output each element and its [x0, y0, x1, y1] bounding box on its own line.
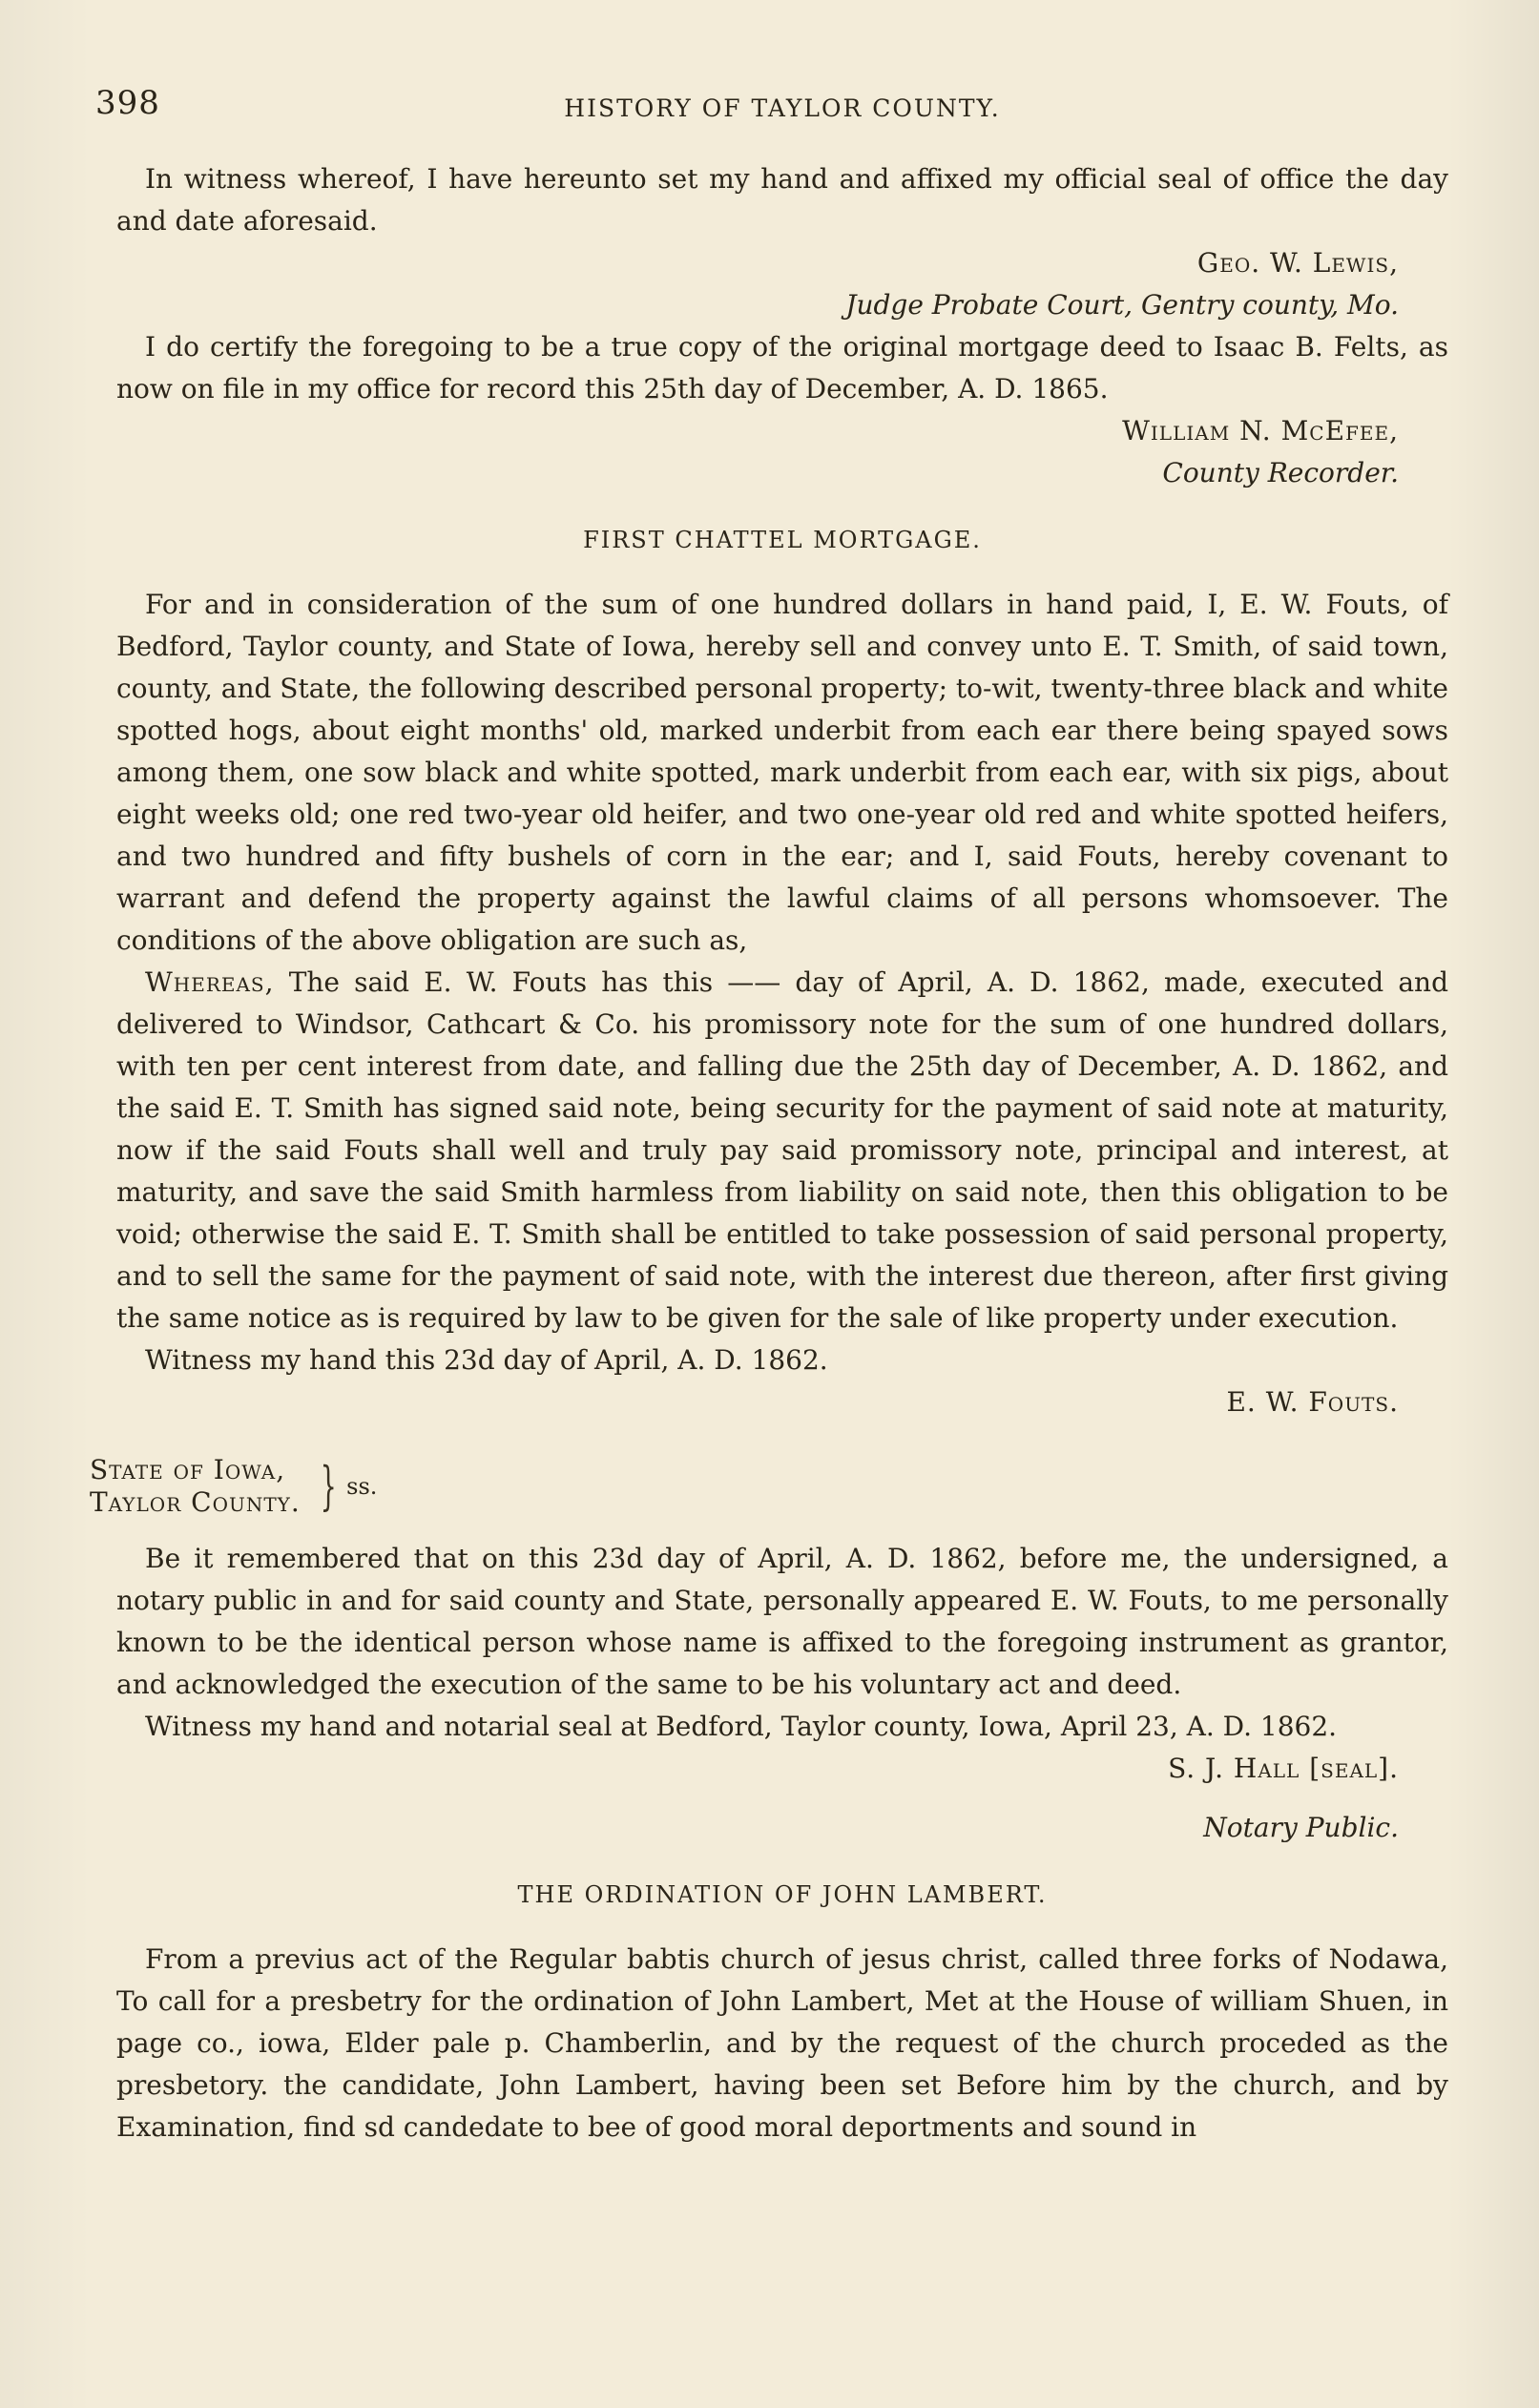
- page-number: 398: [95, 84, 160, 122]
- certify-paragraph: I do certify the foregoing to be a true copy of the original mortgage deed to Isaac B. Felts, as now on file in my office for record this 25th day of December, A. D. 1865.: [116, 331, 1448, 405]
- chattel-paragraph: For and in consideration of the sum of one hundred dollars in hand paid, I, E. W. Fouts, of Bedford, Taylor county, and State of Iowa, hereby sell and convey unto E. T. Smith, of said town, county, and State, the following described personal property; to-wit, twenty-three black and white spotted hogs, about eight months' old, marked underbit from each ear there being spayed sows among them, one sow black and white spotted, mark underbit from each ear, with six pigs, about eight weeks old; one red two-year old heifer, and two one-year old red and white spotted heifers, and two hundred and fifty bushels of corn in the ear; and I, said Fouts, hereby covenant to warrant and defend the property against the lawful claims of all persons whomsoever. The conditions of the above obligation are such as,: [116, 589, 1448, 956]
- signature-fouts: E. W. Fouts.: [1226, 1386, 1399, 1418]
- whereas-word: Whereas,: [145, 966, 275, 998]
- ordination-paragraph: From a previus act of the Regular babtis church of jesus christ, called three forks of Nodawa, To call for a presbetry for the ordination of John Lambert, Met at the House of william Shuen, in page co., iowa, Elder pale p. Chamberlin, and by the request of the church proceded as the presbetory. the candidate, John Lambert, having been set Before him by the church, and by Examination, find sd candedate to bee of good moral deportments and sound in: [116, 1943, 1448, 2143]
- venue-ss: ss.: [346, 1473, 378, 1500]
- whereas-paragraph: The said E. W. Fouts has this —— day of April, A. D. 1862, made, executed and delivered to Windsor, Cathcart & Co. his promissory note for the sum of one hundred dollars, with ten per cent interest from date, and falling due the 25th day of December, A. D. 1862, and the said E. T. Smith has signed said note, being security for the payment of said note at maturity, now if the said Fouts shall well and truly pay said promissory note, principal and interest, at maturity, and save the said Smith harmless from liability on said note, then this obligation to be void; otherwise the said E. T. Smith shall be entitled to take possession of said personal property, and to sell the same for the payment of said note, with the interest due thereon, after first giving the same notice as is required by law to be given for the sale of like property under execution.: [116, 966, 1448, 1334]
- venue-lines: [90, 1454, 301, 1519]
- signature-hall-title: Notary Public.: [1203, 1812, 1399, 1843]
- signature-lewis-title: Judge Probate Court, Gentry county, Mo.: [845, 289, 1399, 321]
- running-head: HISTORY OF TAYLOR COUNTY.: [564, 94, 1001, 122]
- remembered-paragraph: Be it remembered that on this 23d day of April, A. D. 1862, before me, the undersigned, a notary public in and for said county and State, personally appeared E. W. Fouts, to me personally known to be the identical person whose name is affixed to the foregoing instrument as grantor, and acknowledged the execution of the same to be his voluntary act and deed.: [116, 1543, 1448, 1700]
- heading-ordination: THE ORDINATION OF JOHN LAMBERT.: [517, 1881, 1048, 1908]
- heading-first-chattel-mortgage: FIRST CHATTEL MORTGAGE.: [583, 527, 982, 553]
- venue-block: [90, 1454, 1448, 1519]
- brace-glyph: }: [320, 1456, 337, 1516]
- signature-mcefee-name: William N. McEfee,: [1122, 415, 1399, 446]
- notarial-paragraph: Witness my hand and notarial seal at Bedford, Taylor county, Iowa, April 23, A. D. 1862.: [145, 1711, 1338, 1742]
- witness-fouts-line: Witness my hand this 23d day of April, A. D. 1862.: [145, 1344, 828, 1376]
- venue-state: State of Iowa,: [90, 1454, 286, 1485]
- witness-paragraph: In witness whereof, I have hereunto set my hand and affixed my official seal of office the day and date aforesaid.: [116, 163, 1448, 237]
- signature-mcefee-title: County Recorder.: [1162, 457, 1399, 488]
- venue-county: Taylor County.: [90, 1486, 301, 1518]
- signature-hall: S. J. Hall [seal].: [1168, 1753, 1399, 1784]
- signature-lewis-name: Geo. W. Lewis,: [1196, 247, 1399, 279]
- spacer: [116, 1790, 1448, 1807]
- whereas-paragraph-block: [116, 962, 1448, 1339]
- page-header: [95, 82, 1448, 135]
